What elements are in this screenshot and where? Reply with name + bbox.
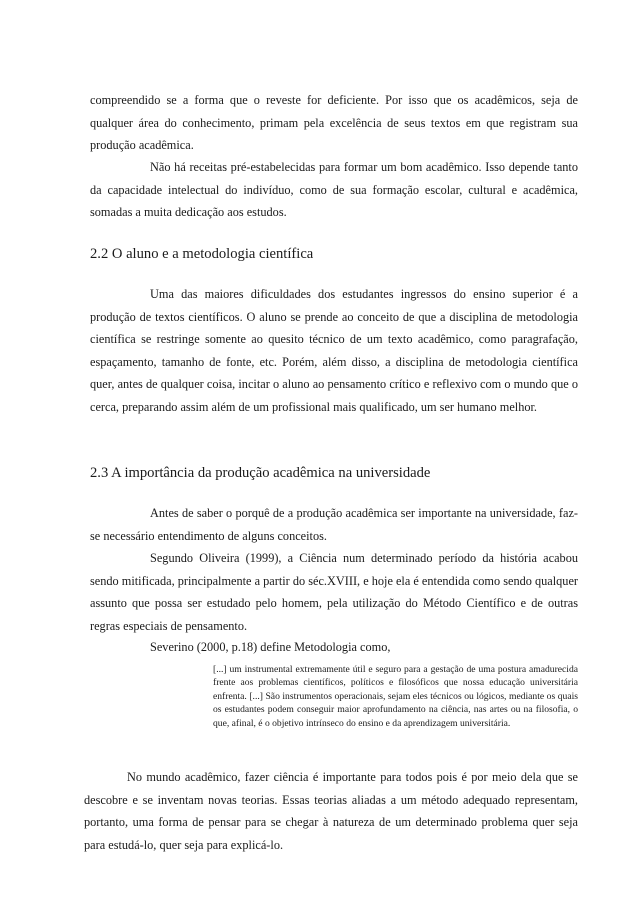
paragraph-mundo-academico: No mundo acadêmico, fazer ciência é importante para todos pois é por meio dela que se descobre e se inventam novas teorias. Essas teorias aliadas a um método adequado representam, portanto, uma forma de pensar para se chegar à natureza de um determinado problema quer seja para estudá-lo, quer seja para explicá-lo. bbox=[84, 770, 578, 852]
section-heading-2-2: 2.2 O aluno e a metodologia científica bbox=[90, 246, 314, 262]
block-quote: [...] um instrumental extremamente útil e seguro para a gestação de uma postura amadurecida frente aos problemas científicos, políticos e filosóficos que nossa educação universitária enfrenta. [...] São instrumentos operacionais, sejam eles técnicos ou lógicos, mediante os quais os estudantes podem conseguir maior aprofundamento na ciência, nas artes ou na filosofia, o que, afinal, é o objetivo intrínseco do ensino e da aprendizagem universitária. bbox=[213, 664, 578, 729]
paragraph-severino: Severino (2000, p.18) define Metodologia como, bbox=[150, 640, 391, 654]
paragraph-oliveira: Segundo Oliveira (1999), a Ciência num determinado período da história acabou sendo mitificada, principalmente a partir do séc.XVIII, e hoje ela é entendida como sendo qualquer assunto que possa ser estudado pelo homem, pela utilização do Método Científico e de outras regras especiais de pensamento. bbox=[90, 551, 578, 633]
section-heading-2-3: 2.3 A importância da produção acadêmica na universidade bbox=[90, 465, 431, 481]
paragraph-receitas: Não há receitas pré-estabelecidas para formar um bom acadêmico. Isso depende tanto da capacidade intelectual do indivíduo, como de sua formação escolar, cultural e acadêmica, somadas a muita dedicação aos estudos. bbox=[90, 160, 578, 220]
paragraph-antes-de-saber: Antes de saber o porquê de a produção acadêmica ser importante na universidade, faz-se necessário entendimento de alguns conceitos. bbox=[90, 506, 578, 543]
paragraph-continued: compreendido se a forma que o reveste for deficiente. Por isso que os acadêmicos, seja de qualquer área do conhecimento, primam pela excelência de seus textos em que registram sua produção acadêmica. bbox=[90, 93, 578, 153]
paragraph-dificuldades: Uma das maiores dificuldades dos estudantes ingressos do ensino superior é a produção de textos científicos. O aluno se prende ao conceito de que a disciplina de metodologia científica se restringe somente ao quesito técnico de um texto acadêmico, como paragrafação, espaçamento, tamanho de fonte, etc. Porém, além disso, a disciplina de metodologia científica quer, antes de qualquer coisa, incitar o aluno ao pensamento crítico e reflexivo com o mundo que o cerca, preparando assim além de um profissional mais qualificado, um ser humano melhor. bbox=[90, 287, 578, 414]
